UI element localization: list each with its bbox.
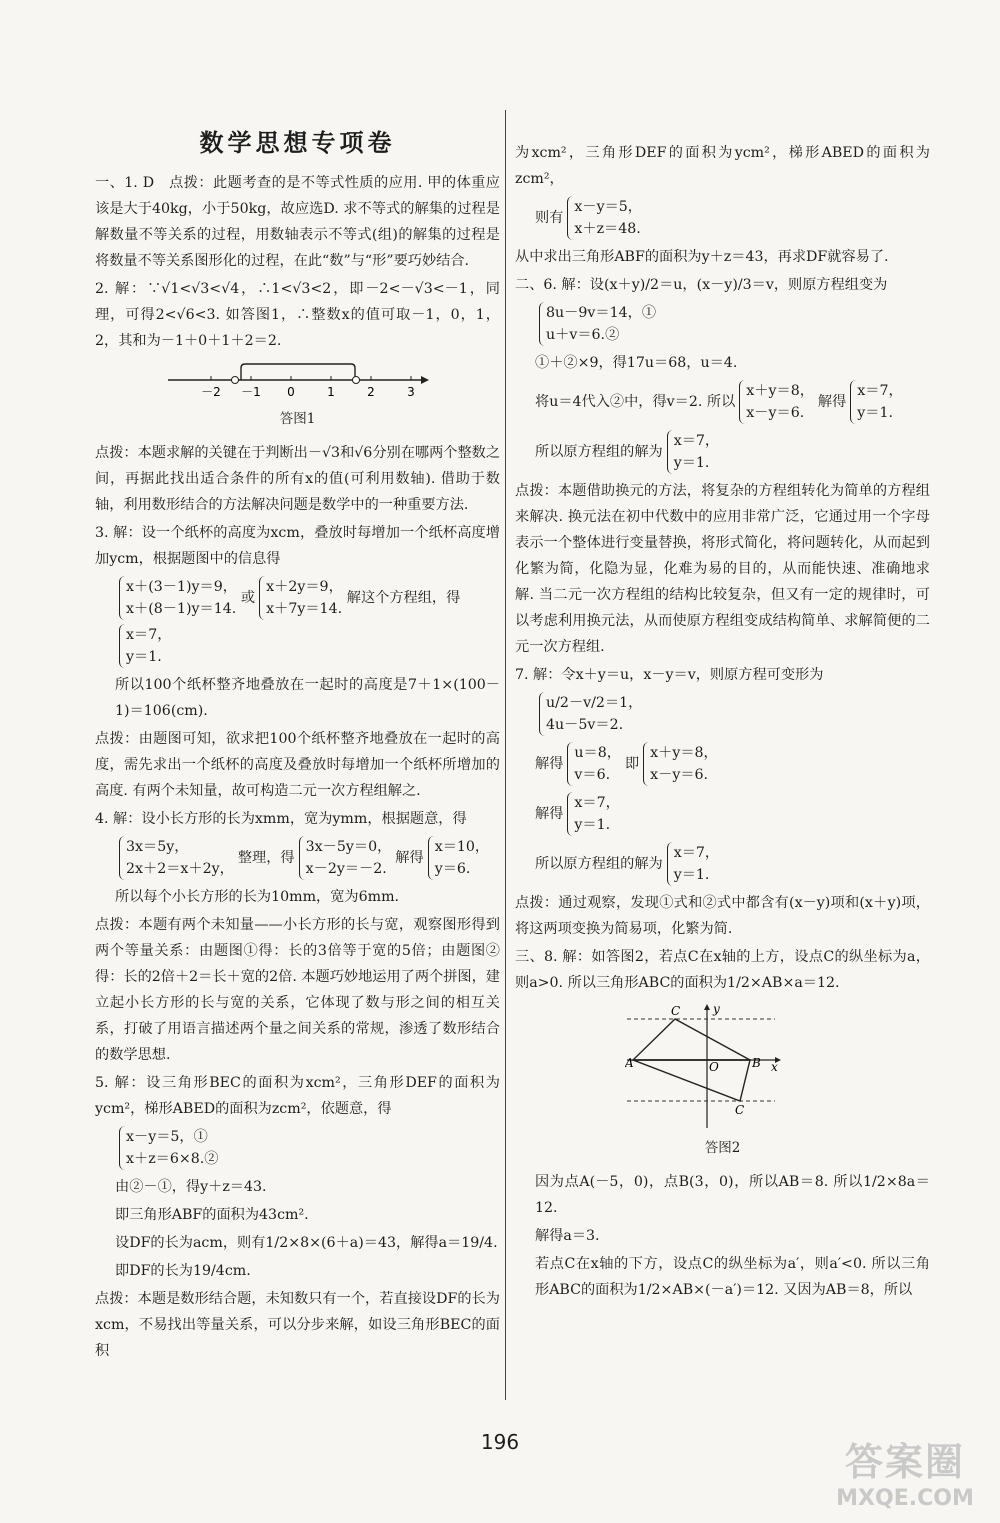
q4-tip: 点拨：本题有两个未知量——小长方形的长与宽，观察图形得到两个等量关系：由题图①得：长的3倍等于宽的5倍；由题图②得：长的2倍＋2＝长＋宽的2倍. 本题巧妙地运用了两个拼图，建立起小长方形的长与宽的关系，它体现了数与形之间的相互关系，打破了用语言描述两个量之间关系的常规，渗透了数形结合的数学思想. — [95, 917, 500, 1063]
q7-system-4: x＝7， y＝1. — [567, 792, 619, 836]
q7-system-3: x＋y＝8， x－y＝6. — [643, 742, 718, 786]
q3-or: 或 — [240, 590, 256, 606]
q6-system-row-1 — [515, 300, 930, 348]
tick-label: －1 — [240, 385, 261, 399]
q8-intro: 三、8. 解：如答图2，若点C在x轴的上方，设点C的纵坐标为a，则a>0. 所以三角形ABC的面积为1/2×AB×a＝12. — [515, 949, 930, 991]
q3-intro: 3. 解：设一个纸杯的高度为xcm，叠放时每增加一个纸杯高度增加ycm，根据题图中的信息得 — [95, 525, 500, 567]
q6-solve-text: 解得 — [817, 394, 847, 410]
q6-system-1: 8u－9v＝14，① u＋v＝6.② — [539, 302, 656, 346]
q5-tip: 点拨：本题是数形结合题，未知数只有一个，若直接设DF的长为xcm，不易找出等量关系，可以分步来解，如设三角形BEC的面积 — [95, 1291, 500, 1359]
left-column — [95, 120, 500, 1366]
q4-system-2: 3x－5y＝0， x－2y＝－2. — [299, 836, 392, 880]
q7-system-5: x＝7， y＝1. — [667, 842, 719, 886]
q7-intro: 7. 解：令x＋y＝u，x－y＝v，则原方程可变形为 — [515, 667, 824, 683]
q7-system-row-4 — [515, 840, 930, 888]
q3-system-2: x＋2y＝9， x＋7y＝14. — [259, 576, 343, 620]
q7-ie-text: 即 — [624, 756, 640, 772]
q4-solve-text: 解得 — [395, 850, 424, 866]
q5-system-row — [95, 1124, 500, 1172]
tick-label: 1 — [326, 385, 335, 399]
number-line-figure — [163, 360, 433, 400]
column-divider — [505, 110, 506, 1400]
q5-line-3: 设DF的长为acm，则有1/2×8×(6＋a)＝43，解得a＝19/4. — [115, 1235, 498, 1251]
q5-continued-2: 从中求出三角形ABF的面积为y＋z＝43，再求DF就容易了. — [515, 249, 889, 265]
q2-tip: 点拨：本题求解的关键在于判断出－√3和√6分别在哪两个整数之间，再据此找出适合条件的所有x的值(可利用数轴). 借助于数轴，利用数形结合的方法解决问题是数学中的一种重要方法. — [95, 445, 501, 513]
page-number: 196 — [480, 1430, 520, 1454]
point-c-lower-label: C — [735, 1103, 745, 1117]
q8-line-3: 若点C在x轴的下方，设点C的纵坐标为a′，则a′<0. 所以三角形ABC的面积为1/2×AB×(－a′)＝12. 又因为AB＝8，所以 — [535, 1256, 930, 1298]
q7-system-1: u/2－v/2＝1， 4u－5v＝2. — [539, 692, 642, 736]
figure-2-caption: 答图2 — [704, 1140, 741, 1156]
q5-system: x－y＝5，① x＋z＝6×8.② — [119, 1126, 219, 1170]
right-column — [515, 140, 930, 1305]
q7-system-2: u＝8， v＝6. — [567, 742, 621, 786]
q6-intro: 二、6. 解：设(x＋y)/2＝u，(x－y)/3＝v，则原方程组变为 — [515, 277, 888, 293]
watermark-logo: 答案圈 MXQE.COM — [836, 1440, 974, 1511]
q4-systems — [95, 834, 500, 882]
q7-solve-text-2: 解得 — [535, 806, 564, 822]
q6-system-2: x＋y＝8， x－y＝6. — [739, 380, 814, 424]
q2-text: 2. 解：∵√1<√3<√4，∴1<√3<2，即－2<－√3<－1，同理，可得2<√6<3. 如答图1，∴整数x的值可取－1，0，1，2，其和为－1＋0＋1＋2＝2. — [95, 281, 500, 349]
q8-line-1: 因为点A(－5，0)，点B(3，0)，所以AB＝8. 所以1/2×8a＝12. — [535, 1174, 930, 1216]
q4-system-1: 3x＝5y， 2x＋2＝x＋2y， — [119, 836, 234, 880]
q5-line-1: 由②－①，得y＋z＝43. — [115, 1179, 267, 1195]
q7-system-row-1 — [515, 690, 930, 738]
q7-tip: 点拨：通过观察，发现①式和②式中都含有(x－y)项和(x＋y)项，将这两项变换为简易项，化繁为简. — [515, 895, 930, 937]
q4-intro: 4. 解：设小长方形的长为xmm，宽为ymm，根据题意，得 — [95, 811, 467, 827]
q5-cont-system: x－y＝5， x＋z＝48. — [567, 196, 642, 240]
q3-solve-text: 解这个方程组，得 — [346, 590, 461, 606]
q5-line-2: 即三角形ABF的面积为43cm². — [115, 1207, 309, 1223]
q3-tip: 点拨：由题图可知，欲求把100个纸杯整齐地叠放在一起时的高度，需先求出一个纸杯的高度及叠放时每增加一个纸杯所增加的高度. 有两个未知量，故可构造二元一次方程组解之. — [95, 731, 500, 799]
q5-intro: 5. 解：设三角形BEC的面积为xcm²，三角形DEF的面积为ycm²，梯形ABED的面积为zcm²，依题意，得 — [95, 1075, 500, 1117]
q7-system-row-2 — [515, 740, 930, 788]
point-b-label: B — [752, 1056, 761, 1070]
tick-label: 2 — [366, 385, 375, 399]
q3-system-1: x＋(3－1)y＝9， x＋(8－1)y＝14. — [119, 576, 237, 620]
q4-system-3: x＝10， y＝6. — [428, 836, 489, 880]
figure-1-caption: 答图1 — [279, 411, 316, 427]
q7-system-row-3 — [515, 790, 930, 838]
q4-mid-text: 整理，得 — [237, 850, 295, 866]
tick-label: 0 — [286, 385, 295, 399]
q6-line-2: 将u＝4代入②中，得v＝2. 所以 — [535, 394, 736, 410]
point-a-label: A — [625, 1056, 634, 1070]
q5-then: 则有 — [535, 210, 564, 226]
q1-text: 一、1. D 点拨：此题考查的是不等式性质的应用. 甲的体重应该是大于40kg，小于50kg，故应选D. 求不等式的解集的过程是解数量不等关系的过程，用数轴表示不等式(组)的解集的过程是将数量不等关系图形化的过程，在此“数”与“形”要巧妙结合. — [95, 175, 500, 269]
q5-continued: 为xcm²，三角形DEF的面积为ycm²，梯形ABED的面积为zcm²， — [515, 145, 930, 187]
y-axis-label: y — [713, 1004, 720, 1016]
coordinate-figure — [625, 1004, 785, 1129]
q5-cont-system-row — [515, 194, 930, 242]
page-title: 数学思想专项卷 — [199, 129, 396, 157]
q6-tip: 点拨：本题借助换元的方法，将复杂的方程组转化为简单的方程组来解决. 换元法在初中代数中的应用非常广泛，它通过用一个字母表示一个整体进行变量替换，将形式简化，将问题转化，从而起到化繁为简，化隐为显，化难为易的目的，从而能快速、准确地求解. 当二元一次方程组的结构比较复杂，但又有一定的规律时，可以考虑利用换元法，从而使原方程组变成结构简单、求解简便的二元一次方程组. — [515, 483, 930, 655]
q6-system-3: x＝7， y＝1. — [850, 380, 902, 424]
q7-solve-text: 解得 — [535, 756, 564, 772]
tick-label: 3 — [406, 385, 415, 399]
q8-line-2: 解得a＝3. — [535, 1228, 600, 1244]
origin-label: O — [709, 1060, 719, 1074]
q6-line-1: ①＋②×9，得17u＝68，u＝4. — [535, 355, 738, 371]
x-axis-label: x — [771, 1060, 778, 1074]
q4-result: 所以每个小长方形的长为10mm，宽为6mm. — [115, 889, 400, 905]
q3-system-3: x＝7， y＝1. — [119, 624, 171, 668]
q3-systems — [95, 574, 500, 670]
q5-line-4: 即DF的长为19/4cm. — [115, 1263, 251, 1279]
q3-result: 所以100个纸杯整齐地叠放在一起时的高度是7＋1×(100－1)＝106(cm). — [115, 677, 500, 719]
q6-system-4: x＝7， y＝1. — [667, 430, 719, 474]
point-c-upper-label: C — [671, 1004, 681, 1018]
q6-line-3: 所以原方程组的解为 — [535, 444, 663, 460]
q6-system-row-3 — [515, 428, 930, 476]
q6-system-row-2 — [515, 378, 930, 426]
tick-label: －2 — [200, 385, 221, 399]
q7-line-3: 所以原方程组的解为 — [535, 856, 663, 872]
